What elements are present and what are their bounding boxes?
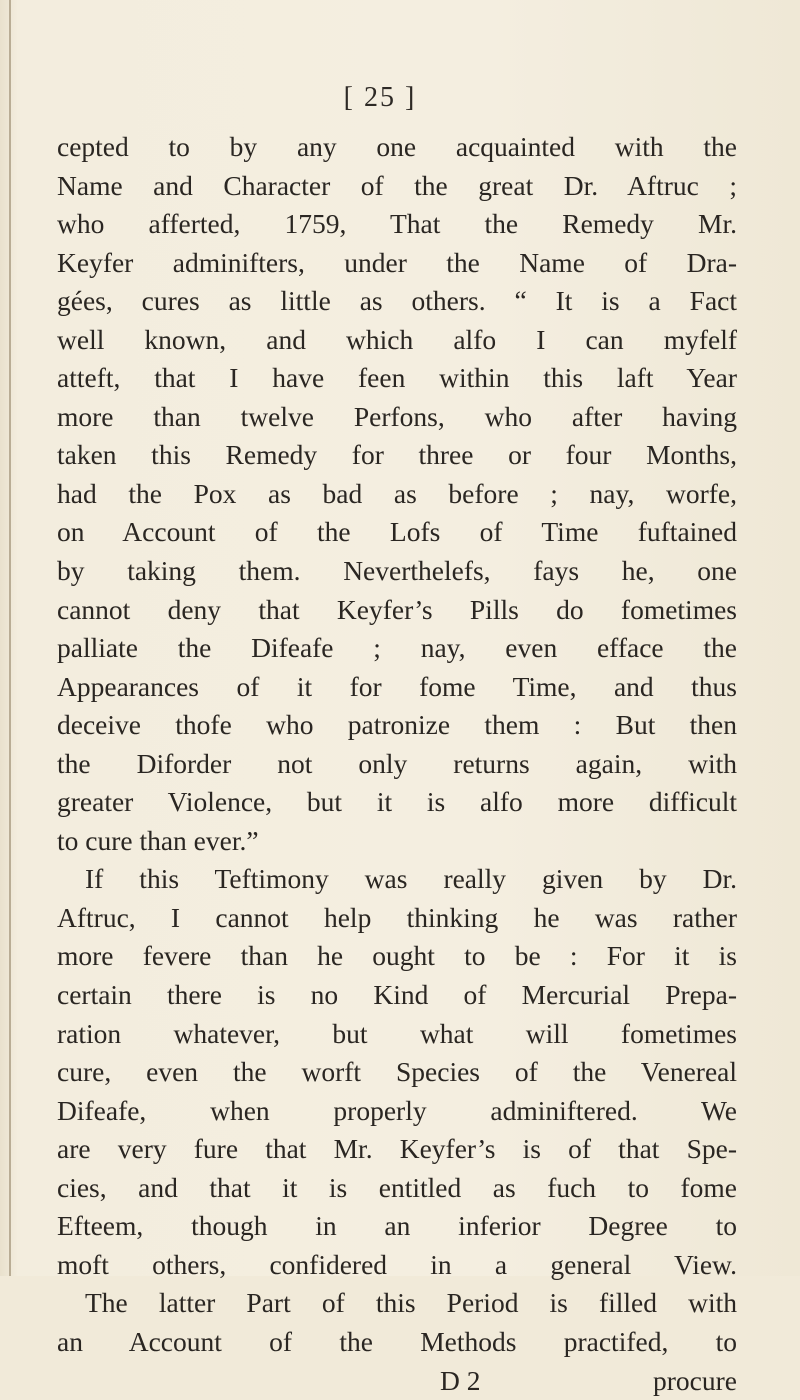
text-line: certain there is no Kind of Mercurial Prepa- (57, 976, 737, 1015)
text-line: cannot deny that Keyfer’s Pills do fometimes (57, 591, 737, 630)
text-line: Name and Character of the great Dr. Aftruc ; (57, 167, 737, 206)
body-text (57, 128, 737, 1400)
text-line: Keyfer adminifters, under the Name of Dra- (57, 244, 737, 283)
text-line: moft others, confidered in a general View. (57, 1246, 737, 1285)
text-line: who afferted, 1759, That the Remedy Mr. (57, 205, 737, 244)
text-line: taken this Remedy for three or four Months, (57, 436, 737, 475)
text-line: atteft, that I have feen within this laft Year (57, 359, 737, 398)
text-line: cure, even the worft Species of the Venereal (57, 1053, 737, 1092)
text-line: ration whatever, but what will fometimes (57, 1015, 737, 1054)
text-line: cepted to by any one acquainted with the (57, 128, 737, 167)
text-line: greater Violence, but it is alfo more difficult (57, 783, 737, 822)
footer-line (57, 1362, 737, 1400)
text-line: gées, cures as little as others. “ It is a Fact (57, 282, 737, 321)
signature-mark: D 2 (57, 1362, 481, 1400)
text-line: well known, and which alfo I can myfelf (57, 321, 737, 360)
text-line: had the Pox as bad as before ; nay, worfe, (57, 475, 737, 514)
text-line: to cure than ever.” (57, 822, 737, 861)
page-number: [ 25 ] (0, 82, 760, 114)
text-line: Aftruc, I cannot help thinking he was rather (57, 899, 737, 938)
text-line: Difeafe, when properly adminiftered. We (57, 1092, 737, 1131)
text-line: palliate the Difeafe ; nay, even efface the (57, 629, 737, 668)
text-line: cies, and that it is entitled as fuch to fome (57, 1169, 737, 1208)
text-line: The latter Part of this Period is filled with (57, 1284, 737, 1323)
text-line: an Account of the Methods practifed, to (57, 1323, 737, 1362)
text-line: are very fure that Mr. Keyfer’s is of that Spe- (57, 1130, 737, 1169)
binding-edge (9, 0, 11, 1276)
text-line: Efteem, though in an inferior Degree to (57, 1207, 737, 1246)
text-line: the Diforder not only returns again, with (57, 745, 737, 784)
text-line: on Account of the Lofs of Time fuftained (57, 513, 737, 552)
text-line: If this Teftimony was really given by Dr. (57, 860, 737, 899)
text-line: more fevere than he ought to be : For it is (57, 937, 737, 976)
text-line: Appearances of it for fome Time, and thus (57, 668, 737, 707)
catchword: procure (653, 1362, 737, 1400)
text-line: deceive thofe who patronize them : But then (57, 706, 737, 745)
text-line: more than twelve Perfons, who after having (57, 398, 737, 437)
text-line: by taking them. Neverthelefs, fays he, one (57, 552, 737, 591)
